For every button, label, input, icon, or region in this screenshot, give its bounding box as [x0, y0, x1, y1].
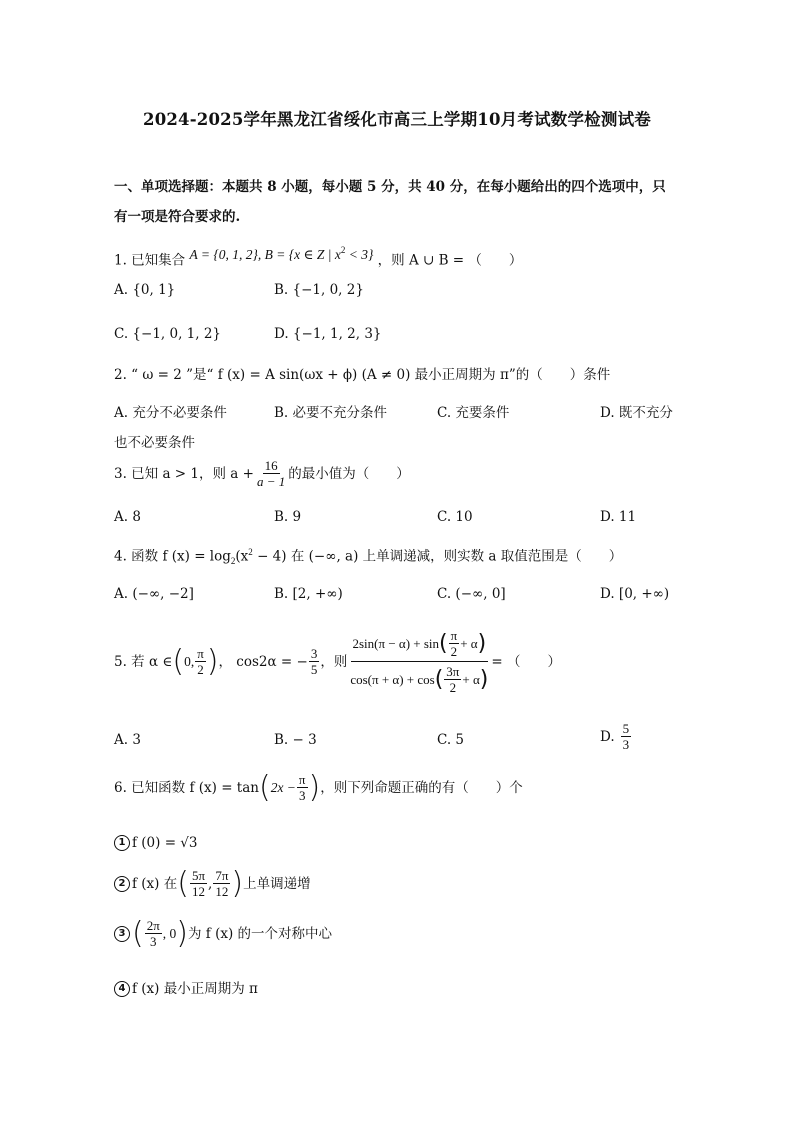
q1-set-b: , B = {x ∈ Z | x: [257, 246, 341, 262]
q1-option-a: A. {0, 1}: [114, 282, 176, 298]
q6-s2-paren-close: ): [231, 865, 244, 901]
q6-suffix: ，则下列命题正确的有（ ）个: [320, 779, 523, 796]
q5-num-inner-frac: [449, 628, 460, 659]
q6-statement-2-suffix: 上单调递增: [243, 875, 311, 892]
q1-option-b: B. {−1, 0, 2}: [274, 282, 364, 298]
q1-set-b-end: < 3}: [345, 246, 374, 262]
question-5: [114, 628, 561, 695]
q3-option-b: B. 9: [274, 509, 302, 525]
q6-inner: 2x −: [270, 779, 296, 795]
q5-main-fraction: [348, 628, 490, 695]
question-3: [114, 458, 410, 489]
q1-option-d: D. {−1, 1, 2, 3}: [274, 326, 382, 342]
q6-s2-comma: ,: [208, 875, 213, 892]
q6-pi-over-3: [297, 772, 308, 803]
q4-option-b: B. [2, +∞): [274, 586, 343, 602]
q5-paren-close: ): [206, 643, 219, 679]
q6-statement-3-suffix: 为 f (x) 的一个对称中心: [188, 925, 333, 942]
q1-set-a: A = {0, 1, 2}: [189, 246, 258, 262]
q5-option-d-den: 3: [622, 737, 630, 752]
q6-s2-n1: 5π: [191, 868, 206, 883]
q5-cos-text: ， cos2α = −: [218, 653, 308, 670]
q3-fraction: [255, 458, 287, 489]
q5-three-fifths: [309, 646, 320, 677]
q5-num-pi: π: [450, 628, 458, 643]
q3-fraction-num: 16: [264, 458, 278, 473]
q3-suffix: 的最小值为（ ）: [288, 465, 410, 482]
q6-s2-d1: 12: [191, 884, 205, 899]
q4-exponent: 2: [248, 547, 253, 557]
question-6: [114, 769, 523, 805]
q5-five: 5: [310, 662, 318, 677]
q6-s3-d: 3: [150, 934, 157, 949]
q5-prefix: 5. 若 α ∈: [114, 653, 173, 670]
q6-paren-open: (: [258, 769, 271, 805]
circled-4-icon: 4: [114, 981, 130, 997]
q2-option-d-continuation: 也不必要条件: [114, 435, 195, 451]
q3-fraction-den: a − 1: [256, 474, 286, 489]
q6-s3-n: 2π: [146, 918, 160, 933]
q6-prefix: 6. 已知函数 f (x) = tan: [114, 779, 259, 796]
circled-1-icon: 1: [114, 835, 130, 851]
question-2: 2. “ ω = 2 ”是“ f (x) = A sin(ωx + ϕ) (A ≠ 0) 最小正周期为 π”的（ ）条件: [114, 367, 611, 383]
question-1: [114, 247, 522, 270]
q4-option-a: A. (−∞, −2]: [114, 586, 194, 602]
q5-den-expr-a: cos(π + α) + cos: [350, 672, 435, 687]
q6-s2-d2: 12: [215, 884, 229, 899]
q4-option-c: C. (−∞, 0]: [437, 586, 506, 602]
q5-den-two: 2: [449, 680, 457, 695]
q6-s3-paren-close: ): [176, 915, 189, 951]
circled-2-icon: 2: [114, 876, 130, 892]
q5-pi-over-2: [195, 646, 206, 677]
q6-statement-3: [114, 915, 333, 951]
q3-option-a: A. 8: [114, 509, 141, 525]
q5-paren-open: (: [172, 643, 185, 679]
q5-option-d-label: D.: [600, 728, 615, 745]
q6-statement-2-prefix: f (x) 在: [132, 875, 178, 892]
q3-prefix: 3. 已知 a > 1，则 a +: [114, 465, 254, 482]
q3-option-d: D. 11: [600, 509, 637, 525]
q2-option-c: C. 充要条件: [437, 405, 510, 421]
q4-suffix: − 4) 在 (−∞, a) 上单调递减，则实数 a 取值范围是（ ）: [252, 548, 623, 565]
q4-mid: (x: [235, 548, 249, 565]
q6-pi: π: [298, 772, 306, 787]
q5-den-inner-frac: [444, 664, 461, 695]
q5-main-denominator: [348, 662, 490, 695]
circled-3-icon: 3: [114, 926, 130, 942]
q4-log-base: 2: [230, 556, 236, 567]
q5-option-d-fraction: [621, 721, 632, 752]
q6-paren-close: ): [308, 769, 321, 805]
q5-main-numerator: [351, 628, 489, 662]
q5-three: 3: [310, 646, 318, 661]
q2-option-d: D. 既不充分: [600, 405, 673, 421]
q5-option-a: A. 3: [114, 732, 141, 748]
q5-interval-start: 0,: [184, 653, 195, 669]
q6-s3-frac: [145, 918, 162, 949]
q1-prefix: 1. 已知集合: [114, 252, 186, 269]
q1-option-c: C. {−1, 0, 1, 2}: [114, 326, 222, 342]
q5-equals: = （ ）: [491, 653, 561, 670]
q5-num-paren-open: (: [439, 631, 448, 656]
q5-then: ，则: [320, 653, 348, 670]
q6-s2-frac-1: [190, 868, 207, 899]
q5-den-three-pi: 3π: [446, 664, 460, 679]
q6-statement-4-text: f (x) 最小正周期为 π: [132, 981, 258, 997]
q5-option-d-num: 5: [622, 721, 630, 736]
q6-s3-zero: , 0: [162, 925, 177, 941]
q5-num-paren-close: ): [477, 631, 487, 656]
q6-three: 3: [298, 788, 306, 803]
q1-ask: ，则 A ∪ B = （ ）: [377, 252, 523, 269]
q6-s2-frac-2: [213, 868, 230, 899]
q6-s3-paren-open: (: [132, 915, 144, 951]
q5-num-expr-b: + α: [460, 636, 478, 651]
q5-pi: π: [197, 646, 204, 661]
q6-statement-2: [114, 865, 311, 901]
q5-num-two: 2: [450, 644, 458, 659]
section-heading-line2: 有一项是符合要求的.: [114, 209, 241, 225]
q2-option-a: A. 充分不必要条件: [114, 405, 227, 421]
q2-option-b: B. 必要不充分条件: [274, 405, 388, 421]
q6-s2-n2: 7π: [215, 868, 229, 883]
question-4: [114, 543, 622, 570]
q5-den-paren-close: ): [479, 667, 489, 692]
q6-s2-paren-open: (: [177, 865, 189, 901]
q5-option-d: [600, 721, 632, 752]
q6-statement-4: [114, 980, 258, 998]
q5-option-b: B. − 3: [274, 732, 317, 748]
q5-option-c: C. 5: [437, 732, 465, 748]
q5-two: 2: [197, 662, 204, 677]
q1-set-b-sup: 2: [340, 245, 346, 255]
q6-statement-1: [114, 834, 198, 852]
q4-prefix: 4. 函数 f (x) = log: [114, 548, 231, 565]
q3-option-c: C. 10: [437, 509, 473, 525]
q5-den-paren-open: (: [434, 667, 444, 692]
section-heading-line1: 一、单项选择题：本题共 8 小题，每小题 5 分，共 40 分，在每小题给出的四个选项中，只: [114, 179, 666, 195]
q5-den-expr-b: + α: [462, 672, 480, 687]
page-title: 2024-2025学年黑龙江省绥化市高三上学期10月考试数学检测试卷: [143, 110, 651, 129]
q5-num-expr-a: 2sin(π − α) + sin: [352, 636, 440, 651]
q4-option-d: D. [0, +∞): [600, 586, 670, 602]
q6-statement-1-text: f (0) = √3: [132, 835, 198, 851]
